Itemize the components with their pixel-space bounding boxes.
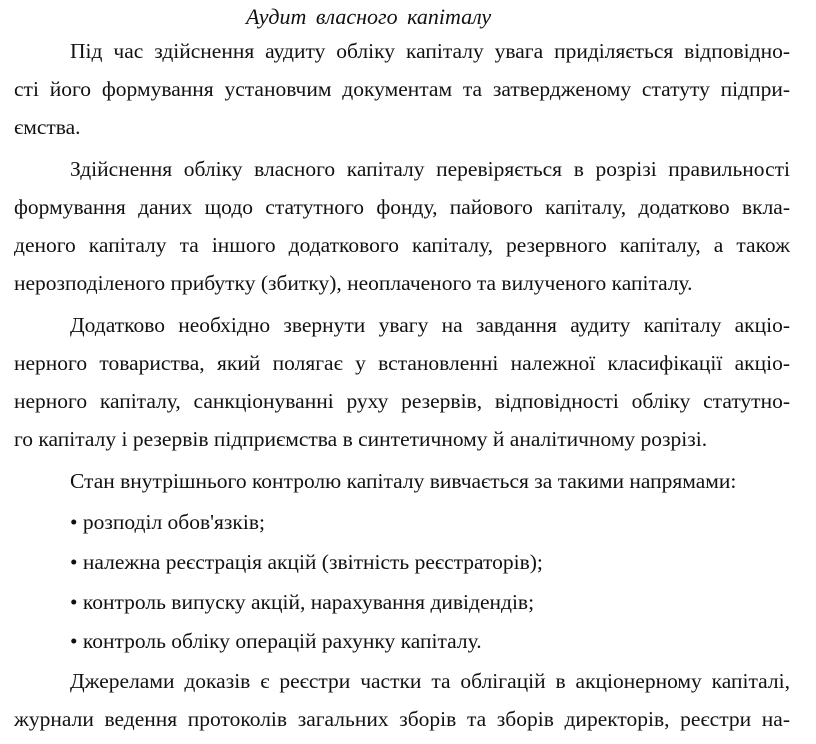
text-line: формування даних щодо статутного фонду, пайового капіталу, додатково вкла- — [14, 195, 790, 219]
text-line: нерного товариства, який полягає у встановленні належної класифікації акціо- — [14, 351, 790, 375]
text-line: Джерелами доказів є реєстри частки та облігацій в акціонерному капіталі, — [70, 669, 790, 693]
text-line: ємства. — [14, 115, 81, 139]
text-line: сті його формування установчим документам та затвердженому статуту підпри- — [14, 77, 790, 101]
text-line: Додатково необхідно звернути увагу на завдання аудиту капіталу акціо- — [70, 313, 790, 337]
list-item: • належна реєстрація акцій (звітність реєстраторів); — [70, 550, 543, 574]
text-line: Здійснення обліку власного капіталу перевіряється в розрізі правильності — [70, 157, 790, 181]
list-item: • контроль випуску акцій, нарахування дивідендів; — [70, 590, 535, 614]
text-line: деного капіталу та іншого додаткового капіталу, резервного капіталу, а також — [14, 233, 790, 257]
text-line: журнали ведення протоколів загальних зборів та зборів директорів, реєстри на- — [14, 707, 790, 731]
text-line: го капіталу і резервів підприємства в синтетичному й аналітичному розрізі. — [14, 427, 708, 451]
text-line: Стан внутрішнього контролю капіталу вивчається за такими напрямами: — [70, 469, 737, 493]
list-item: • розподіл обов'язків; — [70, 510, 265, 534]
text-line: нерного капіталу, санкціонуванні руху резервів, відповідності обліку статутно- — [14, 389, 790, 413]
section-title: Аудит власного капіталу — [246, 4, 492, 29]
list-item: • контроль обліку операцій рахунку капіталу. — [70, 629, 482, 653]
text-line: нерозподіленого прибутку (збитку), неоплаченого та вилученого капіталу. — [14, 271, 693, 295]
text-line: Під час здійснення аудиту обліку капіталу увага приділяється відповідно- — [70, 39, 790, 63]
